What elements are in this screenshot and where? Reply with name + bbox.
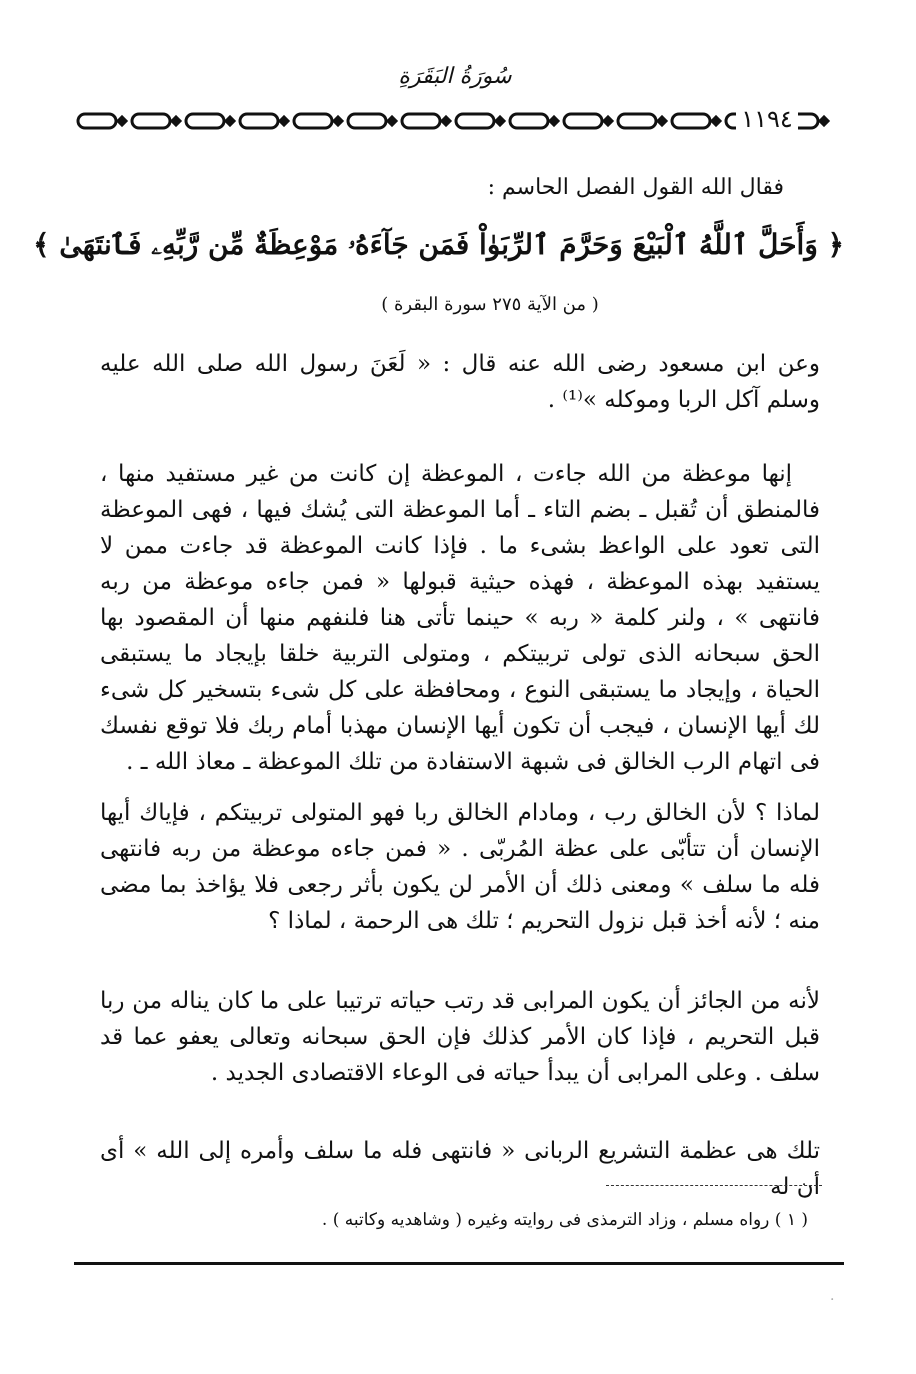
ornament-dot-2 — [226, 117, 234, 125]
footnote-separator — [606, 1185, 822, 1186]
ornament-link-4 — [294, 114, 332, 128]
ornament-dot-8 — [550, 117, 558, 125]
ornament-link-5 — [348, 114, 386, 128]
ornament-dot-10 — [658, 117, 666, 125]
ornament-dot-0 — [118, 117, 126, 125]
footnote: ( ١ ) رواه مسلم ، وزاد الترمذى فى روايته وغيره ( وشاهديه وكاتبه ) . — [321, 1210, 808, 1230]
scan-mark: · — [830, 1292, 835, 1308]
ornament-link-7 — [456, 114, 494, 128]
page-number: ١١٩٤ — [736, 104, 798, 134]
ornament-link-8 — [510, 114, 548, 128]
ornament-link-6 — [402, 114, 440, 128]
ornament-dot-7 — [496, 117, 504, 125]
paragraph-greatness: تلك هى عظمة التشريع الربانى « فانتهى فله ما سلف وأمره إلى الله » أى أن له — [100, 1138, 820, 1200]
intro-line: فقال الله القول الفصل الحاسم : — [487, 175, 784, 200]
ornament-dot-9 — [604, 117, 612, 125]
ornament-dot-11 — [712, 117, 720, 125]
paragraph-admonition: إنها موعظة من الله جاءت ، الموعظة إن كانت من غير مستفيد منها ، فالمنطق أن تُقبل ـ بضم التاء ـ أما الموعظة التى يُشك فيها ، فهى الموعظة التى تعود على الواعظ بشىء ما . فإذا كانت الموعظة قد جاءت ممن لا يستفيد بهذه الموعظة ، فهذه حيثية قبولها « فمن جاءه موعظة من ربه فانتهى » ، ولنر كلمة « ربه » حينما تأتى هنا فلنفهم منها أن المقصود بها الحق سبحانه الذى تولى تربيتكم ، ومتولى التربية خلقا بإيجاد ما يستبقى الحياة ، وإيجاد ما يستبقى النوع ، ومحافظة على كل شىء بتسخير كل شىء لك أيها الإنسان ، فيجب أن تكون أيها الإنسان مهذبا أمام ربك فلا توقع نفسك فى اتهام الرب الخالق فى شبهة الاستفادة من تلك الموعظة ـ معاذ الله ـ . — [100, 461, 820, 775]
paragraph-usurer: لأنه من الجائز أن يكون المرابى قد رتب حياته ترتيبا على ما كان يناله من ربا قبل التحريم ، فإذا كان الأمر كذلك فإن الحق سبحانه وتعالى يعفو عما قد سلف . وعلى المرابى أن يبدأ حياته فى الوعاء الاقتصادى الجديد . — [100, 988, 820, 1086]
ornament-link-1 — [132, 114, 170, 128]
ornament-dot-5 — [388, 117, 396, 125]
ornamental-border — [74, 106, 844, 136]
ornament-dot-13 — [820, 117, 828, 125]
ornament-link-9 — [564, 114, 602, 128]
surah-title: سُورَةُ البَقَرَةِ — [398, 64, 512, 89]
ornament-link-10 — [618, 114, 656, 128]
ornament-dot-1 — [172, 117, 180, 125]
ornament-link-11 — [672, 114, 710, 128]
paragraph-why: لماذا ؟ لأن الخالق رب ، ومادام الخالق ربا فهو المتولى تربيتكم ، فإياك أيها الإنسان أن تتأبّى على عظة المُربّى . « فمن جاءه موعظة من ربه فانتهى فله ما سلف » ومعنى ذلك أن الأمر لن يكون بأثر رجعى فلا يؤاخذ بما مضى منه ؛ لأنه أخذ قبل نزول التحريم ؛ تلك هى الرحمة ، لماذا ؟ — [100, 800, 820, 934]
ornament-dot-6 — [442, 117, 450, 125]
ornament-dot-4 — [334, 117, 342, 125]
verse-reference: ( من الآية ٢٧٥ سورة البقرة ) — [381, 294, 599, 315]
ornament-link-0 — [78, 114, 116, 128]
quran-verse: ﴿ وَأَحَلَّ ٱللَّهُ ٱلْبَيْعَ وَحَرَّمَ ٱلرِّبَوٰاْ فَمَن جَآءَهُۥ مَوْعِظَةٌ مِّن رَّبِّهِۦ فَٱنتَهَىٰ ﴾ — [33, 228, 844, 261]
ornament-link-3 — [240, 114, 278, 128]
ornament-dot-3 — [280, 117, 288, 125]
bottom-rule — [74, 1262, 844, 1265]
paragraph-hadith: وعن ابن مسعود رضى الله عنه قال : « لَعَنَ رسول الله صلى الله عليه وسلم آكل الربا وموكله »⁽¹⁾ . — [100, 351, 820, 413]
ornament-link-2 — [186, 114, 224, 128]
